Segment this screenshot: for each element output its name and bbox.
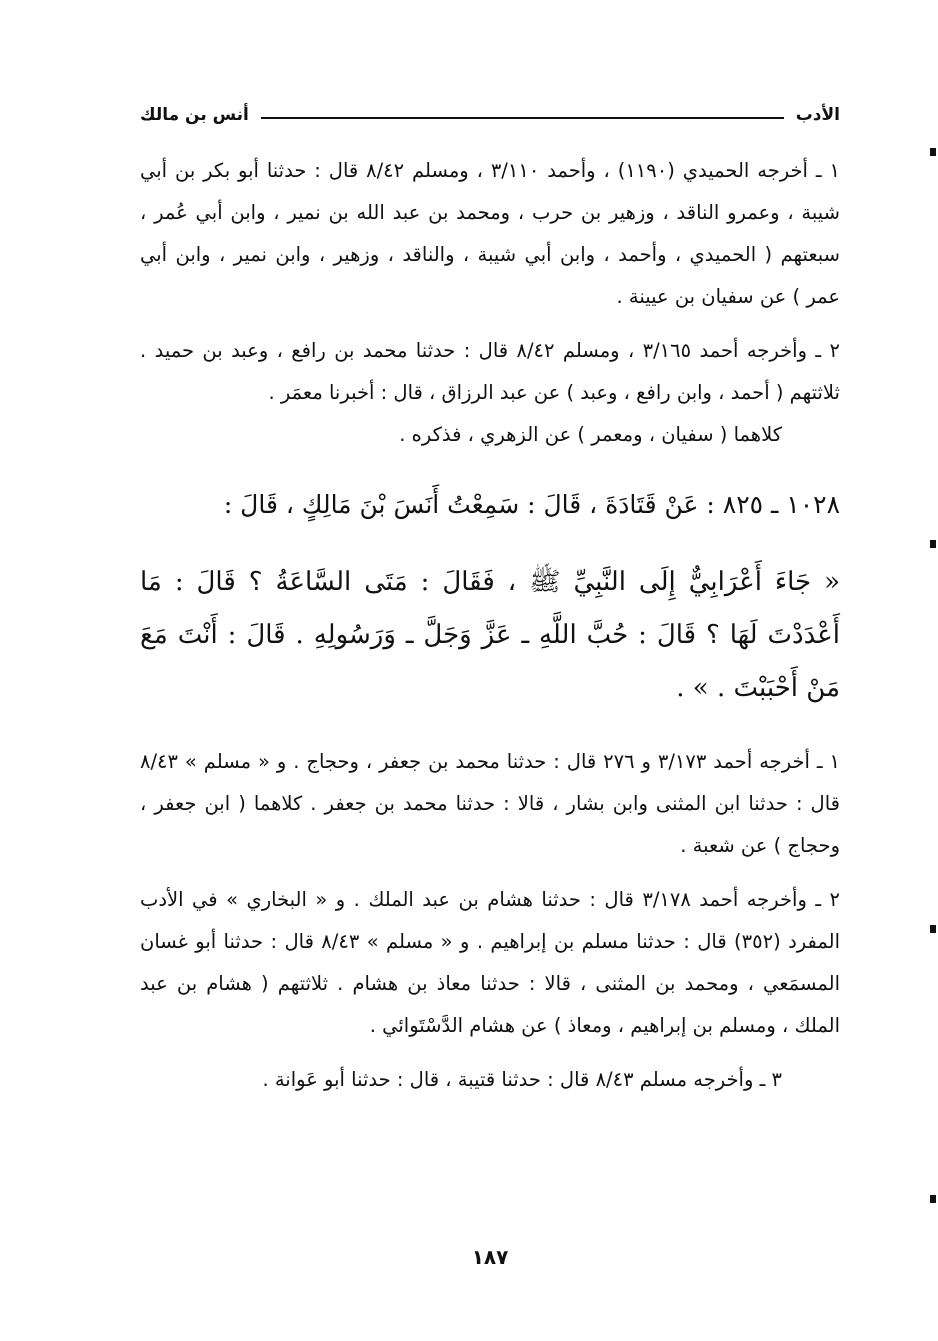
note-paragraph: كلاهما ( سفيان ، ومعمر ) عن الزهري ، فذكره . bbox=[399, 423, 782, 446]
book-page bbox=[140, 100, 840, 1280]
note-paragraph: ٢ ـ وأخرجه أحمد ٣/١٧٨ قال : حدثنا هشام بن عبد الملك . و « البخاري » في الأدب المفرد (٣٥٢) قال : حدثنا مسلم بن إبراهيم . و « مسلم » ٨/٤٣ قال : حدثنا أبو غسان المسمَعي ، ومحمد بن المثنى ، قالا : حدثنا معاذ بن هشام . ثلاثتهم ( هشام بن عبد الملك ، ومسلم بن إبراهيم ، ومعاذ ) عن هشام الدَّسْتَوائي . bbox=[140, 888, 841, 1037]
note-paragraph: ١ ـ أخرجه الحميدي (١١٩٠) ، وأحمد ٣/١١٠ ، ومسلم ٨/٤٢ قال : حدثنا أبو بكر بن أبي شيبة ، وعمرو الناقد ، وزهير بن حرب ، ومحمد بن عبد الله بن نمير ، وابن أبي عُمر ، سبعتهم ( الحميدي ، وأحمد ، وابن أبي شيبة ، والناقد ، وزهير ، وابن نمير ، وابن أبي عمر ) عن سفيان بن عيينة . bbox=[140, 159, 840, 308]
notes-block-1 bbox=[140, 150, 840, 456]
page-number: ١٨٧ bbox=[471, 1245, 509, 1269]
hadith-heading: ١٠٢٨ ـ ٨٢٥ : عَنْ قَتَادَةَ ، قَالَ : سَمِعْتُ أَنَسَ بْنَ مَالِكٍ ، قَالَ : bbox=[223, 490, 840, 519]
header-chapter-title: أنس بن مالك bbox=[140, 105, 249, 125]
header-rule bbox=[261, 117, 784, 119]
hadith-text: « جَاءَ أَعْرَابِيٌّ إِلَى النَّبِيِّ ﷺ ، فَقَالَ : مَتَى السَّاعَةُ ؟ قَالَ : مَا أَعْدَدْتَ لَهَا ؟ قَالَ : حُبَّ اللَّهِ ـ عَزَّ وَجَلَّ ـ وَرَسُولِهِ . قَالَ : أَنْتَ مَعَ مَنْ أَحْبَبْتَ . » . bbox=[140, 567, 840, 703]
header-section-title: الأدب bbox=[795, 105, 840, 125]
notes-block-2 bbox=[140, 741, 840, 1101]
margin-mark bbox=[930, 148, 936, 156]
margin-mark bbox=[930, 1195, 936, 1203]
margin-mark bbox=[930, 925, 936, 933]
note-paragraph: ٢ ـ وأخرجه أحمد ٣/١٦٥ ، ومسلم ٨/٤٢ قال : حدثنا محمد بن رافع ، وعبد بن حميد . ثلاثتهم ( أحمد ، وابن رافع ، وعبد ) عن عبد الرزاق ، قال : أخبرنا معمَر . bbox=[140, 339, 840, 404]
margin-mark bbox=[930, 540, 936, 548]
note-paragraph: ٣ ـ وأخرجه مسلم ٨/٤٣ قال : حدثنا قتيبة ، قال : حدثنا أبو عَوانة . bbox=[262, 1068, 782, 1091]
note-paragraph: ١ ـ أخرجه أحمد ٣/١٧٣ و ٢٧٦ قال : حدثنا محمد بن جعفر ، وحجاج . و « مسلم » ٨/٤٣ قال : حدثنا ابن المثنى وابن بشار ، قالا : حدثنا محمد بن جعفر . كلاهما ( ابن جعفر ، وحجاج ) عن شعبة . bbox=[140, 750, 840, 857]
running-header bbox=[140, 100, 840, 130]
